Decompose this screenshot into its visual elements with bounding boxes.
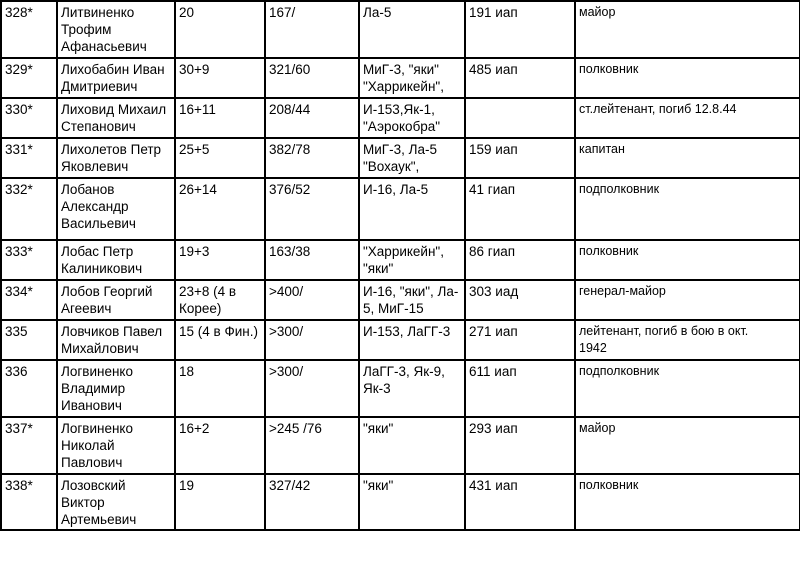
- table-row: [1, 58, 800, 98]
- rank-status: подполковник: [575, 178, 800, 240]
- table-row: [1, 178, 800, 240]
- table-row: [1, 1, 800, 58]
- table-row: [1, 417, 800, 474]
- row-number: 336: [1, 360, 57, 417]
- pilot-name: Лихобабин Иван Дмитриевич: [57, 58, 175, 98]
- aircraft-types: "яки": [359, 417, 465, 474]
- victories: 25+5: [175, 138, 265, 178]
- aircraft-types: МиГ-3, Ла-5 "Вохаук",: [359, 138, 465, 178]
- pilot-name: Ловчиков Павел Михайлович: [57, 320, 175, 360]
- victories: 16+2: [175, 417, 265, 474]
- pilot-name: Лихолетов Петр Яковлевич: [57, 138, 175, 178]
- table-row: [1, 474, 800, 530]
- unit: 271 иап: [465, 320, 575, 360]
- unit: [465, 98, 575, 138]
- unit: 303 иад: [465, 280, 575, 320]
- aircraft-types: И-16, Ла-5: [359, 178, 465, 240]
- row-number: 333*: [1, 240, 57, 280]
- pilot-name: Лиховид Михаил Степанович: [57, 98, 175, 138]
- aircraft-types: И-153,Як-1, "Аэрокобра": [359, 98, 465, 138]
- victories: 15 (4 в Фин.): [175, 320, 265, 360]
- rank-status: лейтенант, погиб в бою в окт. 1942: [575, 320, 800, 360]
- unit: 431 иап: [465, 474, 575, 530]
- sorties-battles: 208/44: [265, 98, 359, 138]
- table-row: [1, 360, 800, 417]
- unit: 611 иап: [465, 360, 575, 417]
- victories: 19+3: [175, 240, 265, 280]
- pilot-name: Лобас Петр Калиникович: [57, 240, 175, 280]
- table-row: [1, 240, 800, 280]
- row-number: 337*: [1, 417, 57, 474]
- sorties-battles: 163/38: [265, 240, 359, 280]
- victories: 30+9: [175, 58, 265, 98]
- pilot-name: Логвиненко Николай Павлович: [57, 417, 175, 474]
- rank-status: полковник: [575, 474, 800, 530]
- victories: 26+14: [175, 178, 265, 240]
- row-number: 338*: [1, 474, 57, 530]
- unit: 41 гиап: [465, 178, 575, 240]
- sorties-battles: >300/: [265, 360, 359, 417]
- pilot-name: Лобов Георгий Агеевич: [57, 280, 175, 320]
- aircraft-types: И-153, ЛаГГ-3: [359, 320, 465, 360]
- aircraft-types: "Харрикейн", "яки": [359, 240, 465, 280]
- unit: 191 иап: [465, 1, 575, 58]
- pilot-name: Логвиненко Владимир Иванович: [57, 360, 175, 417]
- sorties-battles: 382/78: [265, 138, 359, 178]
- rank-status: подполковник: [575, 360, 800, 417]
- aircraft-types: ЛаГГ-3, Як-9, Як-3: [359, 360, 465, 417]
- row-number: 335: [1, 320, 57, 360]
- pilot-name: Лозовский Виктор Артемьевич: [57, 474, 175, 530]
- row-number: 330*: [1, 98, 57, 138]
- pilot-name: Литвиненко Трофим Афанасьевич: [57, 1, 175, 58]
- table-row: [1, 280, 800, 320]
- table-row: [1, 98, 800, 138]
- victories: 20: [175, 1, 265, 58]
- aircraft-types: И-16, "яки", Ла- 5, МиГ-15: [359, 280, 465, 320]
- rank-status: майор: [575, 417, 800, 474]
- unit: 293 иап: [465, 417, 575, 474]
- sorties-battles: >400/: [265, 280, 359, 320]
- rank-status: генерал-майор: [575, 280, 800, 320]
- row-number: 331*: [1, 138, 57, 178]
- rank-status: полковник: [575, 240, 800, 280]
- victories: 23+8 (4 в Корее): [175, 280, 265, 320]
- table-row: [1, 138, 800, 178]
- aircraft-types: МиГ-3, "яки" "Харрикейн",: [359, 58, 465, 98]
- unit: 485 иап: [465, 58, 575, 98]
- aircraft-types: Ла-5: [359, 1, 465, 58]
- row-number: 334*: [1, 280, 57, 320]
- sorties-battles: 321/60: [265, 58, 359, 98]
- victories: 16+11: [175, 98, 265, 138]
- row-number: 332*: [1, 178, 57, 240]
- row-number: 328*: [1, 1, 57, 58]
- victories: 18: [175, 360, 265, 417]
- sorties-battles: 167/: [265, 1, 359, 58]
- rank-status: полковник: [575, 58, 800, 98]
- unit: 159 иап: [465, 138, 575, 178]
- sorties-battles: 376/52: [265, 178, 359, 240]
- rank-status: майор: [575, 1, 800, 58]
- rank-status: ст.лейтенант, погиб 12.8.44: [575, 98, 800, 138]
- sorties-battles: 327/42: [265, 474, 359, 530]
- sorties-battles: >245 /76: [265, 417, 359, 474]
- sorties-battles: >300/: [265, 320, 359, 360]
- unit: 86 гиап: [465, 240, 575, 280]
- pilot-name: Лобанов Александр Васильевич: [57, 178, 175, 240]
- rank-status: капитан: [575, 138, 800, 178]
- row-number: 329*: [1, 58, 57, 98]
- victories: 19: [175, 474, 265, 530]
- aircraft-types: "яки": [359, 474, 465, 530]
- table-row: [1, 320, 800, 360]
